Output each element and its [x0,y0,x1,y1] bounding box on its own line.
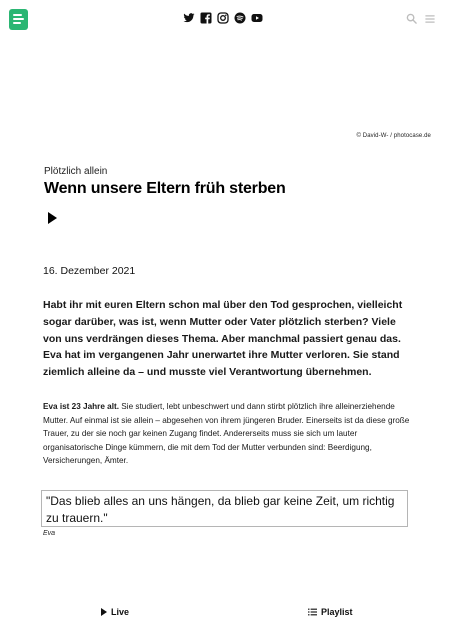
instagram-icon[interactable] [217,12,229,24]
article-lead: Habt ihr mit euren Eltern schon mal über den Tod gesprochen, vielleicht sogar darüber, was ist, wenn Mutter oder Vater plötzlich sterben? Viele von uns verdrängen dieses Thema. Aber manchmal passiert genau das. Eva hat im vergangenen Jahr unerwartet ihre Mutter verloren. Sie stand ziemlich alleine da – und musste viel Verantwortung übernehmen. [43,299,403,379]
menu-icon[interactable] [425,14,435,24]
twitter-icon[interactable] [183,12,195,24]
playlist-icon [308,608,317,616]
live-label: Live [111,607,130,617]
article-body [43,400,415,468]
article-date: 16. Dezember 2021 [43,265,136,277]
article-body-rest: Sie studiert, lebt unbeschwert und dann stirbt plötzlich ihre alleinerziehende Mutter. Auf einmal ist sie allein – abgesehen von ihrem jüngeren Bruder. Einerseits ist da diese große Trauer, zu der sie noch gar keinen Zugang findet. Andererseits muss sie sich um lauter organisatorische Dinge kümmern, die mit dem Tod der Mutter verbunden sind: Beerdigung, Versicherungen, Ämter. [43,402,410,466]
quote-author: Eva [43,530,56,537]
spotify-icon[interactable] [234,12,246,24]
article-title: Wenn unsere Eltern früh sterben [44,180,286,197]
photo-credit: © David-W- / photocase.de [356,133,431,139]
quote-text: "Das blieb alles an uns hängen, da blieb gar keine Zeit, um richtig zu trauern." [46,494,395,525]
site-header [0,0,450,40]
search-icon[interactable] [406,13,417,24]
play-icon [101,608,107,616]
social-links [183,12,263,24]
deutschlandfunk-nova-logo[interactable] [9,9,28,30]
header-actions [406,13,435,24]
article-kicker: Plötzlich allein [44,166,108,177]
playlist-button[interactable] [308,607,353,617]
article-body-intro: Eva ist 23 Jahre alt. [43,402,120,411]
play-audio-button[interactable] [48,212,57,224]
playlist-label: Playlist [321,607,353,617]
quote-box [41,490,408,527]
youtube-icon[interactable] [251,12,263,24]
live-button[interactable] [101,607,129,617]
facebook-icon[interactable] [200,12,212,24]
